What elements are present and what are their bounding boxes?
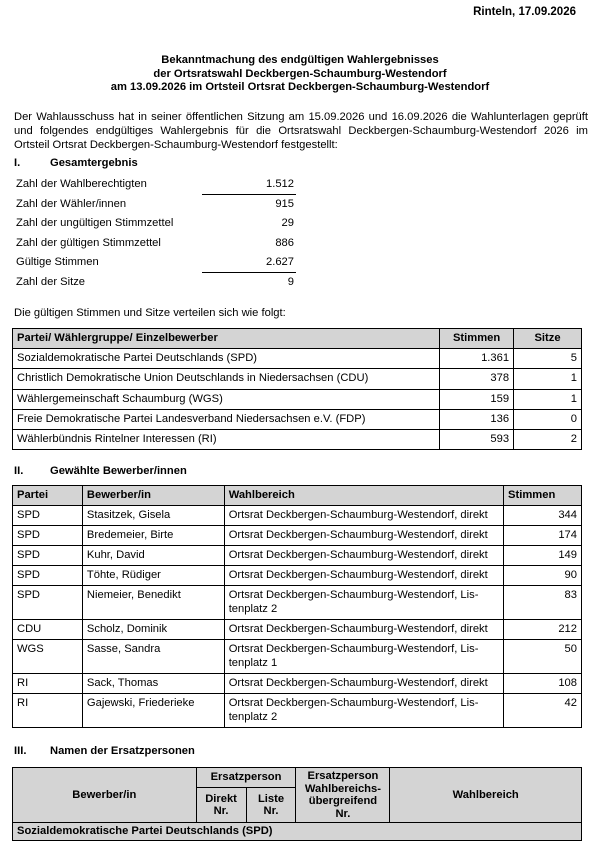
candidate-votes: 90 (504, 566, 582, 586)
section-2-title: Gewählte Bewerber/innen (50, 465, 187, 477)
header-direct (196, 788, 246, 823)
table-row (13, 349, 582, 369)
heading-line-3: am 13.09.2026 im Ortsteil Ortsrat Deckbergen-Schaumburg-Westendorf (110, 81, 490, 93)
candidate-district: Ortsrat Deckbergen-Schaumburg-Westendorf, direkt (224, 546, 503, 566)
document-heading (0, 54, 600, 95)
district-line-1: Ortsrat Deckbergen-Schaumburg-Westendorf, Lis- (228, 643, 479, 655)
district-line-2: tenplatz 2 (228, 603, 278, 615)
party-group-label: Sozialdemokratische Partei Deutschlands (SPD) (13, 823, 582, 841)
header-district: Wahlbereich (390, 768, 582, 823)
candidate-party: CDU (13, 620, 83, 640)
candidate-district: Ortsrat Deckbergen-Schaumburg-Westendorf, direkt (224, 566, 503, 586)
candidate-votes: 212 (504, 620, 582, 640)
candidate-party: SPD (13, 546, 83, 566)
summary-label: Zahl der Wahlberechtigten (16, 178, 147, 190)
header-votes: Stimmen (440, 329, 514, 349)
candidate-district: Ortsrat Deckbergen-Schaumburg-Westendorf, direkt (224, 526, 503, 546)
header-candidate: Bewerber/in (13, 768, 197, 823)
summary-row (16, 214, 296, 234)
party-results-table (12, 328, 582, 450)
candidate-district: Ortsrat Deckbergen-Schaumburg-Westendorf, direkt (224, 506, 503, 526)
header-list (246, 788, 296, 823)
table-row (13, 389, 582, 409)
candidate-district (224, 640, 503, 674)
candidate-district: Ortsrat Deckbergen-Schaumburg-Westendorf, direkt (224, 620, 503, 640)
candidate-party: WGS (13, 640, 83, 674)
candidate-name: Sack, Thomas (82, 674, 224, 694)
summary-value: 2.627 (266, 256, 294, 268)
candidate-votes: 42 (504, 694, 582, 728)
candidate-party: RI (13, 694, 83, 728)
distribution-note: Die gültigen Stimmen und Sitze verteilen sich wie folgt: (14, 307, 286, 319)
summary-value: 1.512 (266, 178, 294, 190)
candidate-votes: 50 (504, 640, 582, 674)
candidate-party: RI (13, 674, 83, 694)
summary-label: Zahl der gültigen Stimmzettel (16, 236, 161, 249)
section-3-heading (14, 745, 195, 757)
header-substitute: Ersatzperson (196, 768, 296, 788)
table-row (13, 566, 582, 586)
party-name: Wählergemeinschaft Schaumburg (WGS) (13, 389, 440, 409)
heading-line-2: der Ortsratswahl Deckbergen-Schaumburg-Westendorf (153, 67, 447, 80)
header-direct-line-1: Direkt (205, 792, 237, 805)
summary-list (16, 175, 296, 292)
table-row (13, 546, 582, 566)
table-row (13, 586, 582, 620)
date-line: Rinteln, 17.09.2026 (473, 6, 576, 18)
header-cross-line-3: übergreifend (308, 795, 378, 807)
party-group-row (13, 823, 582, 841)
party-votes: 159 (440, 389, 514, 409)
section-1-number: I. (14, 157, 21, 169)
summary-value: 915 (275, 197, 294, 210)
summary-value: 29 (281, 217, 294, 229)
header-votes: Stimmen (504, 486, 582, 506)
intro-paragraph: Der Wahlausschuss hat in seiner öffentlichen Sitzung am 15.09.2026 und 16.09.2026 die Wahlunterlagen geprüft und folgendes endgültiges Wahlergebnis für die Ortsratswahl Deckbergen-Schaumburg-Westendorf 2026 im Ortsteil Ortsrat Deckbergen-Schaumburg-Westendorf festgestellt: (14, 111, 588, 152)
table-header-row (13, 329, 582, 349)
table-row (13, 369, 582, 389)
header-candidate: Bewerber/in (82, 486, 224, 506)
party-seats: 1 (514, 369, 582, 389)
candidate-name: Töhte, Rüdiger (82, 566, 224, 586)
district-line-1: Ortsrat Deckbergen-Schaumburg-Westendorf, Lis- (228, 589, 479, 601)
header-seats: Sitze (514, 329, 582, 349)
candidate-name: Scholz, Dominik (82, 620, 224, 640)
summary-label: Zahl der Wähler/innen (16, 197, 127, 210)
table-row (13, 674, 582, 694)
section-1-heading (14, 157, 138, 169)
header-cross-line-1: Ersatzperson (307, 770, 379, 782)
candidate-name: Sasse, Sandra (82, 640, 224, 674)
summary-value: 886 (275, 236, 294, 249)
header-party: Partei (13, 486, 83, 506)
party-seats: 1 (514, 389, 582, 409)
elected-candidates-table (12, 485, 582, 728)
table-row (13, 526, 582, 546)
candidate-name: Kuhr, David (82, 546, 224, 566)
summary-label: Zahl der Sitze (16, 275, 86, 288)
party-votes: 136 (440, 409, 514, 429)
candidate-votes: 83 (504, 586, 582, 620)
substitutes-table (12, 767, 582, 841)
table-header-row (13, 768, 582, 788)
section-2-heading (14, 465, 187, 477)
section-2-number: II. (14, 465, 24, 477)
candidate-party: SPD (13, 526, 83, 546)
header-list-line-1: Liste (257, 792, 285, 805)
candidate-district (224, 586, 503, 620)
summary-row (16, 253, 296, 273)
header-list-line-2: Nr. (263, 805, 279, 818)
table-row (13, 620, 582, 640)
header-cross-line-2: Wahlbereichs- (304, 782, 381, 795)
section-1-title: Gesamtergebnis (50, 157, 138, 169)
candidate-district: Ortsrat Deckbergen-Schaumburg-Westendorf, direkt (224, 674, 503, 694)
heading-line-1: Bekanntmachung des endgültigen Wahlergebnisses (161, 54, 439, 66)
party-seats: 5 (514, 349, 582, 369)
section-3-title: Namen der Ersatzpersonen (50, 745, 195, 757)
candidate-party: SPD (13, 506, 83, 526)
header-cross-line-4: Nr. (335, 807, 351, 820)
candidate-votes: 344 (504, 506, 582, 526)
candidate-votes: 174 (504, 526, 582, 546)
header-direct-line-2: Nr. (213, 805, 229, 818)
table-header-row (13, 486, 582, 506)
party-name: Sozialdemokratische Partei Deutschlands (SPD) (13, 349, 440, 369)
candidate-name: Bredemeier, Birte (82, 526, 224, 546)
table-row (13, 694, 582, 728)
party-votes: 1.361 (440, 349, 514, 369)
summary-row (16, 195, 296, 215)
party-name: Freie Demokratische Partei Landesverband Niedersachsen e.V. (FDP) (13, 409, 440, 429)
candidate-name: Stasitzek, Gisela (82, 506, 224, 526)
table-row (13, 640, 582, 674)
summary-row (16, 273, 296, 293)
table-row (13, 429, 582, 449)
party-name: Christlich Demokratische Union Deutschlands in Niedersachsen (CDU) (13, 369, 440, 389)
header-party: Partei/ Wählergruppe/ Einzelbewerber (13, 329, 440, 349)
candidate-party: SPD (13, 586, 83, 620)
party-votes: 593 (440, 429, 514, 449)
summary-label: Zahl der ungültigen Stimmzettel (16, 217, 174, 229)
candidate-district (224, 694, 503, 728)
header-cross-district (296, 768, 390, 823)
header-district: Wahlbereich (224, 486, 503, 506)
table-row (13, 506, 582, 526)
candidate-party: SPD (13, 566, 83, 586)
table-row (13, 409, 582, 429)
district-line-2: tenplatz 1 (228, 657, 278, 669)
summary-value: 9 (287, 275, 294, 288)
summary-row (16, 175, 296, 195)
district-line-2: tenplatz 2 (228, 711, 278, 723)
candidate-name: Niemeier, Benedikt (82, 586, 224, 620)
candidate-votes: 108 (504, 674, 582, 694)
party-seats: 2 (514, 429, 582, 449)
party-seats: 0 (514, 409, 582, 429)
party-votes: 378 (440, 369, 514, 389)
summary-row (16, 234, 296, 254)
section-3-number: III. (14, 745, 27, 757)
district-line-1: Ortsrat Deckbergen-Schaumburg-Westendorf, Lis- (228, 697, 479, 709)
party-name: Wählerbündnis Rintelner Interessen (RI) (13, 429, 440, 449)
candidate-votes: 149 (504, 546, 582, 566)
summary-label: Gültige Stimmen (16, 256, 99, 268)
candidate-name: Gajewski, Friederieke (82, 694, 224, 728)
